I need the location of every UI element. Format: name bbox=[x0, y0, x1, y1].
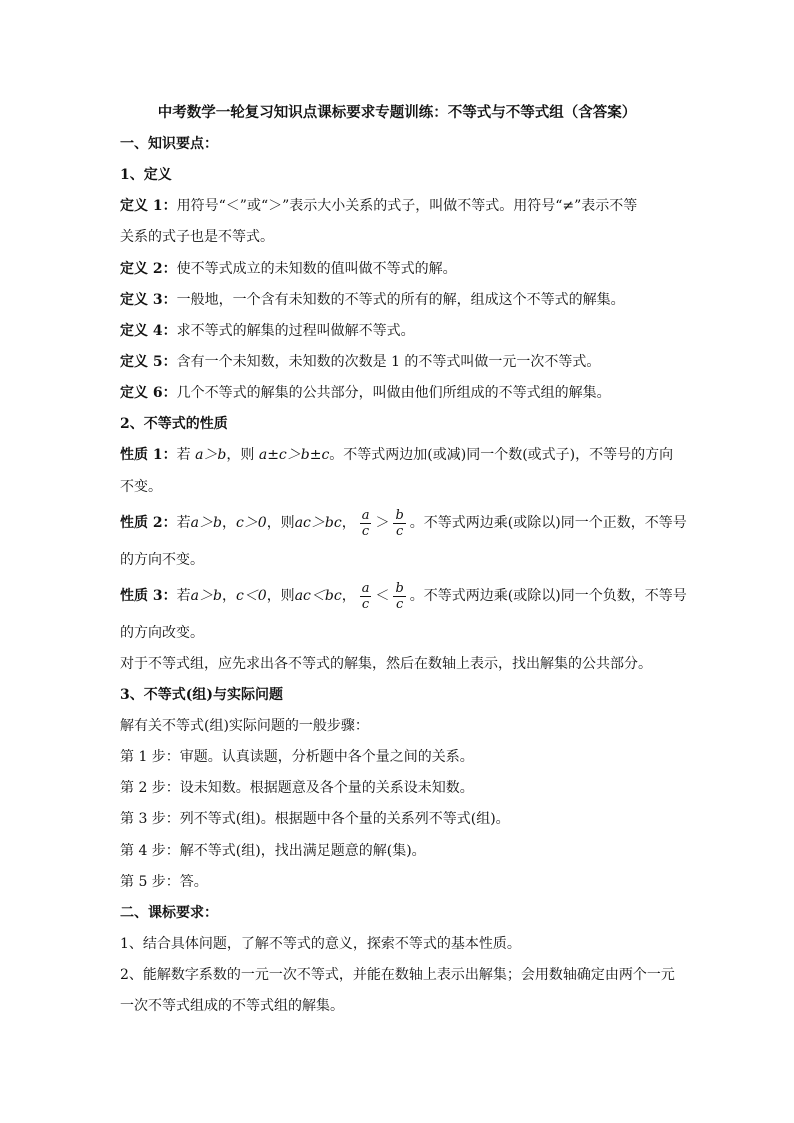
definition-4-label: 定义 4： bbox=[120, 323, 177, 339]
property-2-label: 性质 2： bbox=[120, 515, 177, 531]
property-2-line-1 bbox=[120, 504, 687, 542]
property-3-relation: ＜ bbox=[375, 588, 390, 604]
step-4: 第 4 步：解不等式(组)，找出满足题意的解(集)。 bbox=[120, 843, 426, 859]
property-1-text-post: 。不等式两边加(或减)同一个数(或式子)，不等号的方向 bbox=[329, 447, 674, 463]
subsection-heading-practical-problems: 3、不等式(组)与实际问题 bbox=[120, 687, 283, 703]
definition-3 bbox=[120, 291, 680, 309]
fraction-numerator: a bbox=[361, 580, 370, 596]
fraction-denominator: c bbox=[361, 596, 370, 612]
requirement-2-line-1: 2、能解数字系数的一元一次不等式，并能在数轴上表示出解集；会用数轴确定由两个一元 bbox=[120, 967, 675, 983]
property-2-math-premise-1: a＞b bbox=[190, 515, 222, 531]
definition-1-label: 定义 1： bbox=[120, 198, 177, 214]
property-1-text-pre: 若 bbox=[176, 447, 196, 463]
property-3-math-conclusion-1: ac＜bc bbox=[294, 588, 342, 604]
property-3-math-premise-1: a＞b bbox=[190, 588, 222, 604]
step-3: 第 3 步：列不等式(组)。根据题中各个量的关系列不等式(组)。 bbox=[120, 811, 510, 827]
definition-2-label: 定义 2： bbox=[120, 261, 177, 277]
property-2-text-mid: ，则 bbox=[266, 515, 295, 531]
requirement-2-line-2: 一次不等式组成的不等式组的解集。 bbox=[120, 998, 344, 1014]
definition-4 bbox=[120, 322, 680, 340]
definition-4-text: 求不等式的解集的过程叫做解不等式。 bbox=[176, 323, 415, 339]
property-2-fraction-b-over-c bbox=[393, 508, 405, 539]
fraction-denominator: c bbox=[361, 523, 370, 539]
property-2-fraction-a-over-c bbox=[360, 508, 372, 539]
steps-intro: 解有关不等式(组)实际问题的一般步骤： bbox=[120, 718, 369, 734]
property-3-text-post: 。不等式两边乘(或除以)同一个负数，不等号 bbox=[409, 588, 687, 604]
definition-1-text: 用符号“＜”或“＞”表示大小关系的式子，叫做不等式。用符号“≠”表示不等 bbox=[176, 198, 638, 214]
property-2-text-comma: ， bbox=[341, 515, 356, 531]
property-1-math-premise: a＞b bbox=[195, 447, 227, 463]
definition-3-text: 一般地，一个含有未知数的不等式的所有的解，组成这个不等式的解集。 bbox=[176, 292, 625, 308]
fraction-numerator: a bbox=[361, 507, 370, 523]
definition-5 bbox=[120, 353, 680, 371]
fraction-denominator: c bbox=[395, 596, 404, 612]
property-1-text-mid: ，则 bbox=[226, 447, 259, 463]
property-3-text-sep: ， bbox=[221, 588, 236, 604]
definition-3-label: 定义 3： bbox=[120, 292, 177, 308]
subsection-heading-properties: 2、不等式的性质 bbox=[120, 416, 228, 432]
property-1-line-2: 不变。 bbox=[120, 479, 162, 495]
step-5: 第 5 步：答。 bbox=[120, 874, 208, 890]
definition-6-label: 定义 6： bbox=[120, 385, 177, 401]
definition-1-line-2: 关系的式子也是不等式。 bbox=[120, 229, 274, 245]
property-2-text-post: 。不等式两边乘(或除以)同一个正数，不等号 bbox=[409, 515, 687, 531]
property-2-text-pre: 若 bbox=[176, 515, 191, 531]
property-3-text-pre: 若 bbox=[176, 588, 191, 604]
step-2: 第 2 步：设未知数。根据题意及各个量的关系设未知数。 bbox=[120, 780, 474, 796]
property-3-fraction-a-over-c bbox=[360, 581, 372, 612]
property-1-math-conclusion: a±c＞b±c bbox=[258, 447, 330, 463]
definition-2 bbox=[120, 260, 680, 278]
fraction-denominator: c bbox=[395, 523, 404, 539]
section-heading-curriculum: 二、课标要求： bbox=[120, 905, 218, 921]
definition-6 bbox=[120, 384, 680, 402]
property-3-fraction-b-over-c bbox=[393, 581, 405, 612]
definition-5-text: 含有一个未知数，未知数的次数是 1 的不等式叫做一元一次不等式。 bbox=[176, 354, 601, 370]
property-2-text-sep: ， bbox=[221, 515, 236, 531]
definition-1-line-1 bbox=[120, 197, 680, 215]
inequality-system-note: 对于不等式组，应先求出各不等式的解集，然后在数轴上表示，找出解集的公共部分。 bbox=[120, 656, 652, 672]
fraction-numerator: b bbox=[395, 507, 404, 523]
fraction-numerator: b bbox=[395, 580, 404, 596]
document-title: 中考数学一轮复习知识点课标要求专题训练：不等式与不等式组（含答案） bbox=[157, 104, 637, 121]
property-2-math-conclusion-1: ac＞bc bbox=[294, 515, 342, 531]
definition-6-text: 几个不等式的解集的公共部分，叫做由他们所组成的不等式组的解集。 bbox=[176, 385, 611, 401]
definition-2-text: 使不等式成立的未知数的值叫做不等式的解。 bbox=[176, 261, 457, 277]
property-3-label: 性质 3： bbox=[120, 588, 177, 604]
property-3-text-mid: ，则 bbox=[266, 588, 295, 604]
property-1-line-1 bbox=[120, 446, 680, 464]
property-3-line-1 bbox=[120, 577, 687, 615]
property-2-line-2: 的方向不变。 bbox=[120, 552, 204, 568]
definition-5-label: 定义 5： bbox=[120, 354, 177, 370]
step-1: 第 1 步：审题。认真读题，分析题中各个量之间的关系。 bbox=[120, 749, 474, 765]
requirement-1: 1、结合具体问题，了解不等式的意义，探索不等式的基本性质。 bbox=[120, 936, 521, 952]
property-2-relation: ＞ bbox=[375, 515, 390, 531]
property-2-math-premise-2: c＞0 bbox=[235, 515, 267, 531]
property-3-math-premise-2: c＜0 bbox=[235, 588, 267, 604]
property-3-text-comma: ， bbox=[341, 588, 356, 604]
property-3-line-2: 的方向改变。 bbox=[120, 625, 204, 641]
section-heading-knowledge: 一、知识要点： bbox=[120, 136, 218, 152]
property-1-label: 性质 1： bbox=[120, 447, 177, 463]
subsection-heading-definitions: 1、定义 bbox=[120, 167, 172, 183]
